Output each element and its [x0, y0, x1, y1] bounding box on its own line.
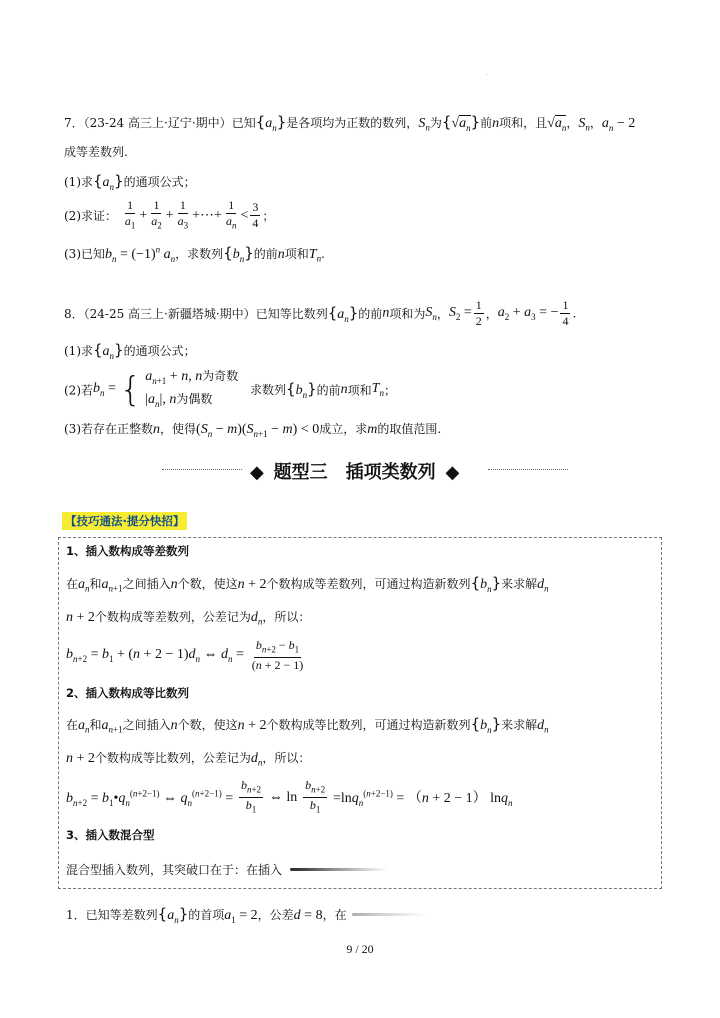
tip-formula-2: $b_{n+2}$ = $b_1•q_n^{(n+2-1)}$ ⇔ $q_n^{(n+2-1)}$ = $\frac{b_{n+2}}{b_1}$ ⇔ ln $\frac{b_{n+2}}{b_1}$ =lnq$_n^{(n+2-1)}$ = （n + 2 − 1） lnq$_n$ [66, 778, 513, 815]
question-7-part2: (2)求证： $\frac{1}{a_1}$ + $\frac{1}{a_2}$ + $\frac{1}{a_3}$ +⋯+ $\frac{1}{a_n}$ < $\frac{3}{4}$ ； [64, 198, 275, 231]
question-8-part2: (2)若$b_n$ = { $a_{n+1} + n$, n为奇数 $|a_n|$, n为偶数 求数列$\{b_n\}$的前n项和$T_n$； [64, 369, 396, 410]
tip-heading-2: 2、插入数构成等比数列 [66, 686, 190, 700]
question-8-part1: (1)求$\{a_n\}$的通项公式； [64, 341, 196, 361]
tip-heading-1: 1、插入数构成等差数列 [66, 544, 190, 558]
header-mark: · [486, 72, 488, 79]
tip-line-3: 在$a_n$和$a_{n+1}$之间插入n个数，使这n + 2个数构成等比数列，可通过构造新数列$\{b_n\}$来求解$d_n$ [66, 715, 549, 735]
question-8-line1: 8．（24-25 高三上·新疆塔城·期中）已知等比数列$\{a_n\}$的前n项和为$S_n$，$S_2$ = $\frac{1}{2}$ ，$a_2 + a_3$ = − $\frac{1}{4}$ . [64, 298, 577, 328]
tip-line-4: n + 2个数构成等比数列，公差记为$d_n$，所以： [66, 751, 311, 768]
fade-overlay [300, 855, 655, 883]
question-7-part3: (3)已知$b_n = (-1)^n$ $a_n$，求数列$\{b_n\}$的前n项和$T_n$. [64, 244, 325, 264]
tip-line-2: n + 2个数构成等差数列，公差记为$d_n$，所以： [66, 610, 311, 627]
section-heading [250, 458, 459, 484]
diamond-icon-left: ◆ [250, 462, 264, 483]
diamond-icon-right: ◆ [445, 462, 460, 483]
section-title: 题型三 插项类数列 [273, 462, 436, 483]
tip-line-1: 在$a_n$和$a_{n+1}$之间插入n个数，使这n + 2个数构成等差数列，可通过构造新数列$\{b_n\}$来求解$d_n$ [66, 574, 549, 594]
question-8-part3: (3)若存在正整数n，使得$(S_n - m)(S_{n+1} - m) < 0$成立，求m的取值范围. [64, 422, 442, 439]
question-1-line1: 1．已知等差数列$\{a_n\}$的首项$a_1 = 2$，公差d = 8，在 [66, 905, 347, 925]
tip-formula-1: $b_{n+2} = b_1 + (n + 2 - 1)d_n$ ⇔ $d_n$ = $\frac{b_{n+2} - b_1}{(n + 2 - 1)}$ [66, 638, 304, 673]
question-7-line2: 成等差数列. [64, 145, 128, 159]
section-divider-left [162, 469, 242, 470]
section-divider-right [488, 469, 568, 470]
question-7-part1: (1)求$\{a_n\}$的通项公式； [64, 172, 196, 192]
tip-tag: 【技巧通法·提分快招】 [62, 513, 187, 529]
tip-line-5: 混合型插入数列，其突破口在于：在插入 [66, 863, 283, 877]
question-7-line1: 7．（23-24 高三上·辽宁·期中）已知$\{a_n\}$是各项均为正数的数列，$S_n$为$\{√a_n\}$前n项和，且$√a_n$，$S_n$，$a_n - 2$ [64, 113, 636, 133]
tip-heading-3: 3、插入数混合型 [66, 828, 155, 842]
page-number: 9 / 20 [346, 942, 374, 956]
fade-overlay-2 [350, 900, 660, 926]
